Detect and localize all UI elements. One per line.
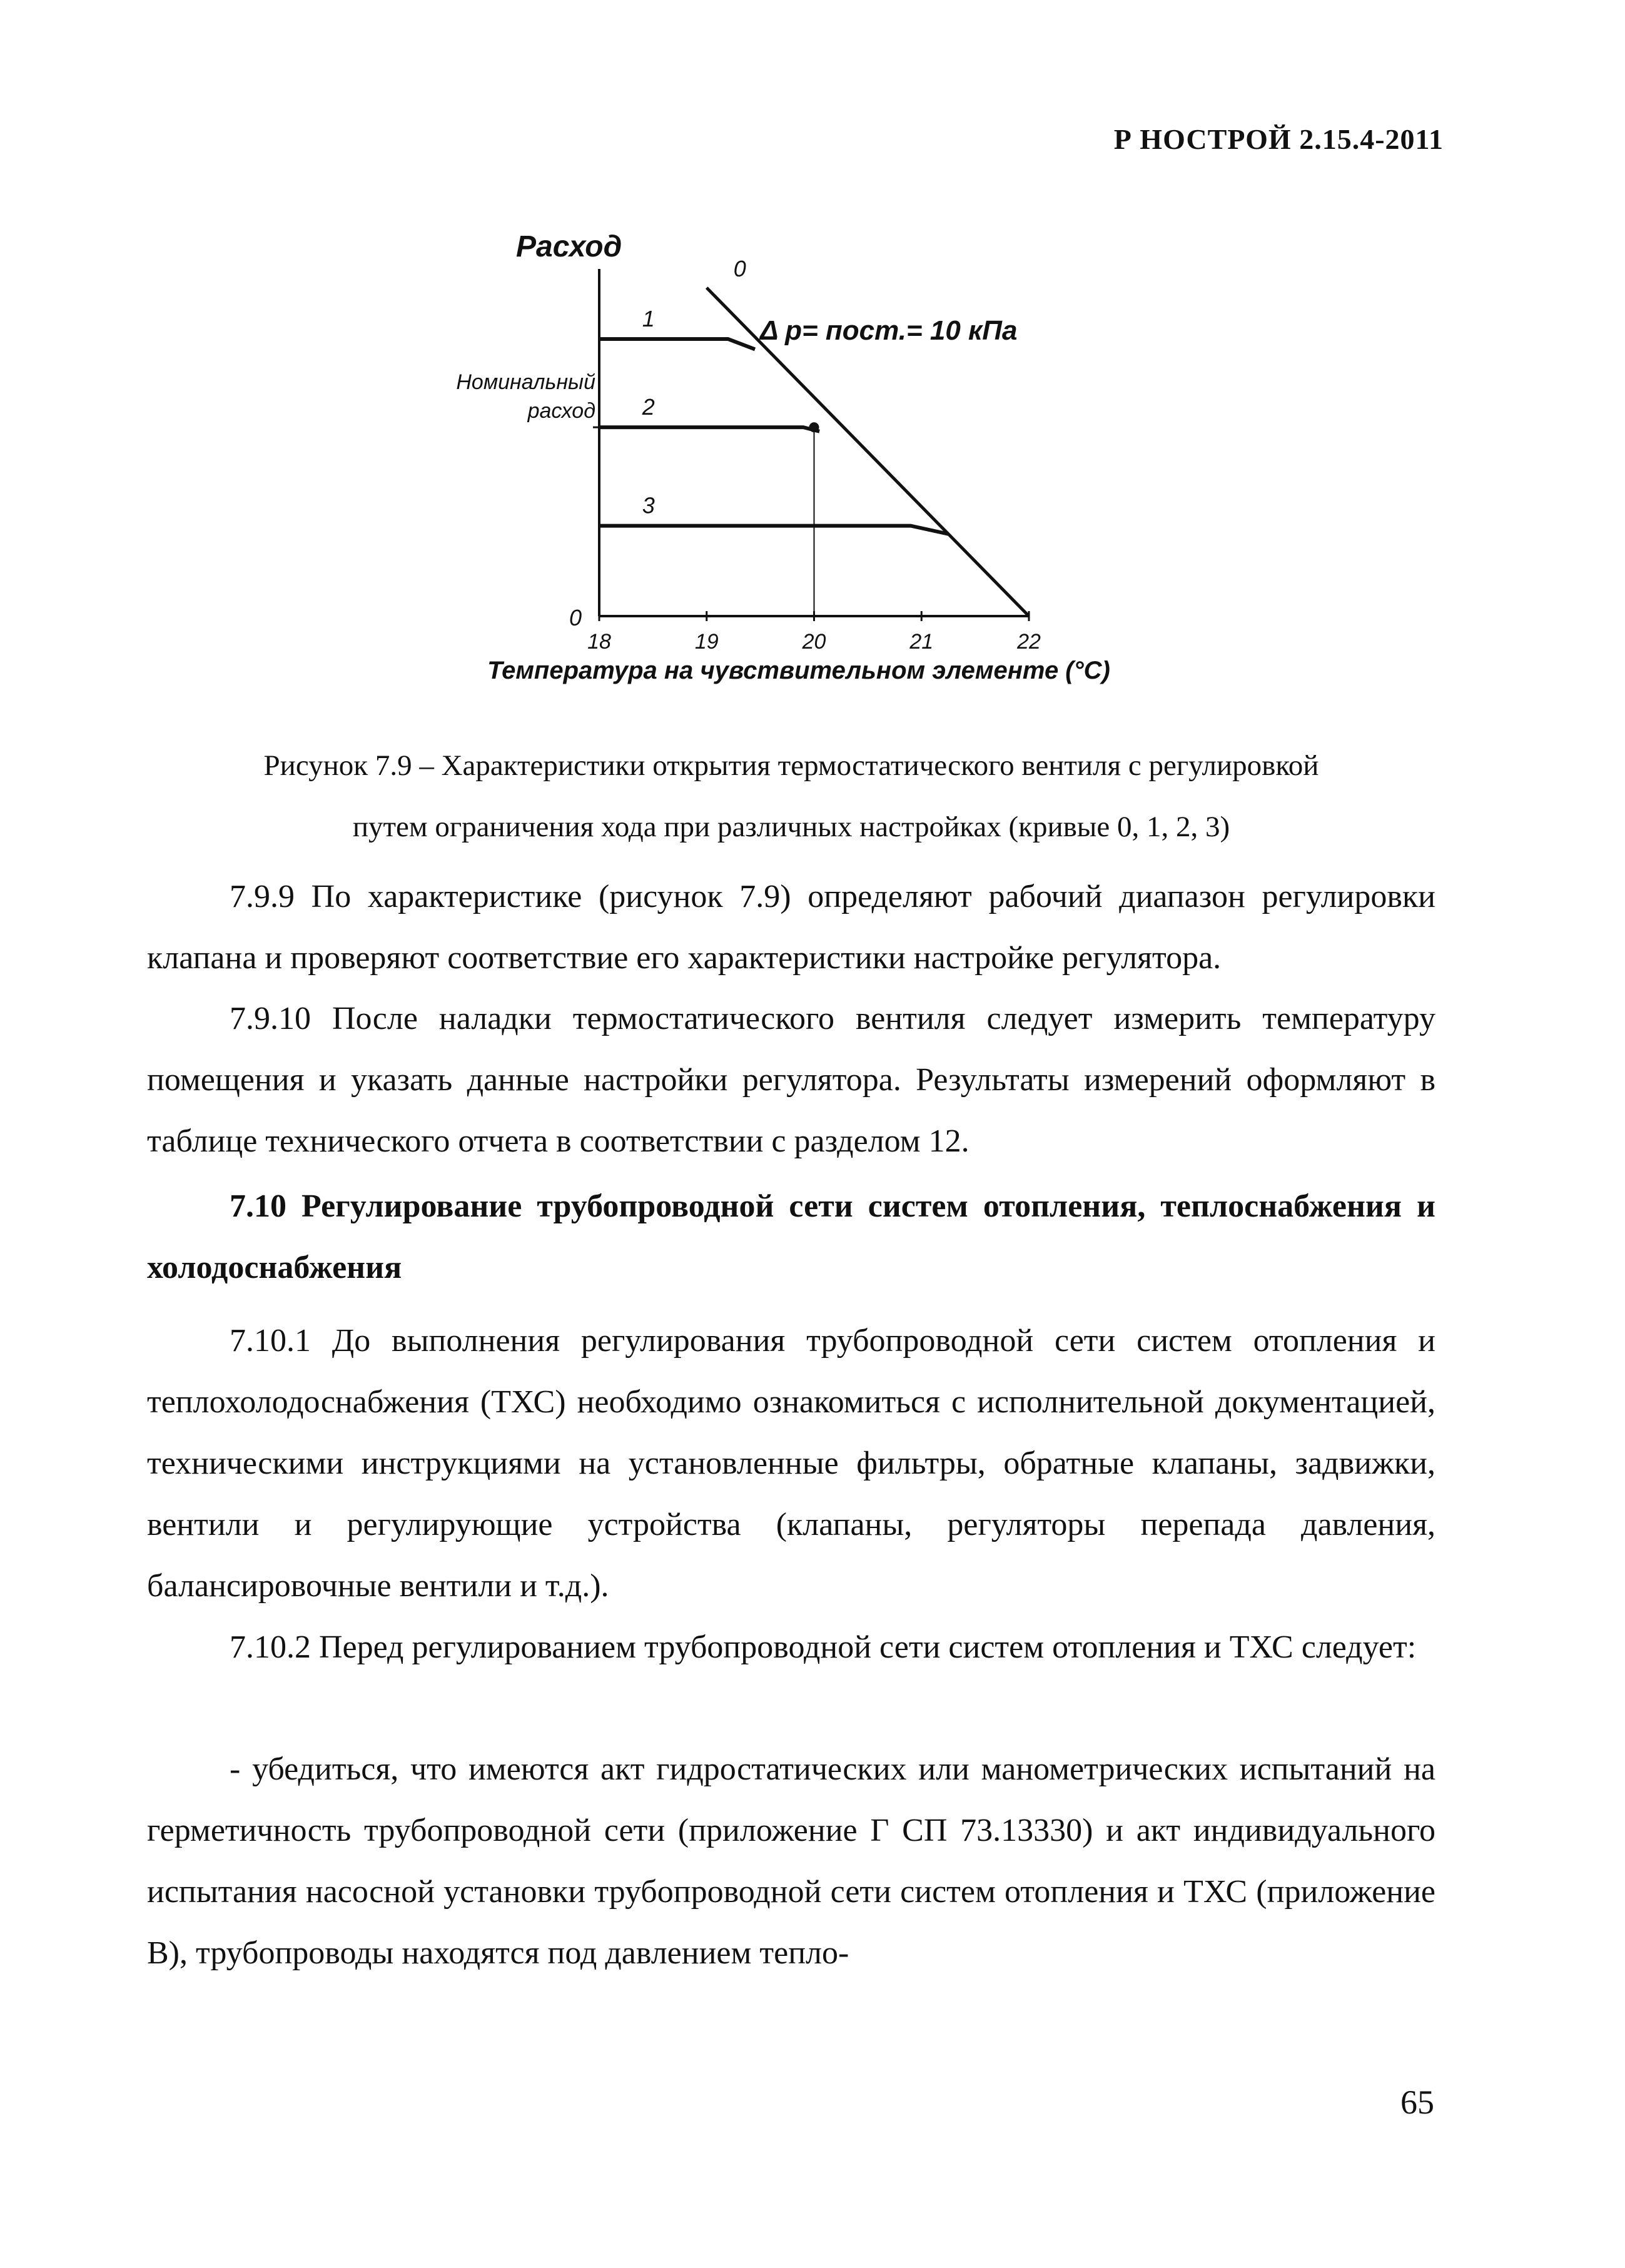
caption-line-1: Рисунок 7.9 – Характеристики открытия термостатического вентиля с регулировкой	[263, 749, 1319, 782]
curve-label-3: 3	[642, 492, 655, 519]
x-tick-label-19: 19	[694, 630, 719, 654]
document-code: Р НОСТРОЙ 2.15.4-2011	[1113, 123, 1444, 155]
section-heading-7-10: 7.10 Регулирование трубопроводной сети систем отопления, теплоснабжения и холодоснабжения	[147, 1188, 1435, 1285]
pressure-annotation: Δ p= пост.= 10 кПа	[760, 315, 1018, 346]
curve-label-1: 1	[642, 306, 655, 332]
x-tick-label-18: 18	[587, 630, 611, 654]
valve-characteristic-chart	[413, 219, 1163, 719]
nominal-flow-label-line1: Номинальный	[456, 370, 595, 394]
y-axis-title: Расход	[516, 230, 622, 263]
x-tick-label-22: 22	[1017, 630, 1041, 654]
figure-7-9	[413, 219, 1163, 719]
caption-line-2: путем ограничения хода при различных настройках (кривые 0, 1, 2, 3)	[352, 811, 1230, 843]
curve-1	[599, 339, 755, 349]
paragraph-7-10-2: 7.10.2 Перед регулированием трубопроводной сети систем отопления и ТХС следует:	[230, 1629, 1417, 1665]
paragraph-7-9-10: 7.9.10 После наладки термостатического вентиля следует измерить температуру помещения и указать данные настройки регулятора. Результаты измерений оформляют в таблице технического отчета в соответствии с разделом 12.	[147, 1001, 1435, 1159]
x-tick-label-21: 21	[909, 630, 934, 654]
paragraph-7-10-1: 7.10.1 До выполнения регулирования трубопроводной сети систем отопления и теплохолодоснабжения (ТХС) необходимо ознакомиться с исполнительной документацией, техническими инструкциями на установленные фильтры, обратные клапаны, задвижки, вентили и регулирующие устройства (клапаны, регуляторы перепада давления, балансировочные вентили и т.д.).	[147, 1323, 1435, 1604]
bullet-item: - убедиться, что имеются акт гидростатических или манометрических испытаний на герметичность трубопроводной сети (приложение Г СП 73.13330) и акт индивидуального испытания насосной установки трубопроводной сети систем отопления и ТХС (приложение В), трубопроводы находятся под давлением тепло-	[147, 1751, 1435, 1971]
nominal-flow-label-line2: расход	[527, 399, 595, 423]
figure-caption	[147, 735, 1435, 858]
x-tick-label-20: 20	[802, 630, 826, 654]
x-axis-title: Температура на чувствительном элементе (°С)	[487, 657, 1110, 684]
paragraph-7-9-9: 7.9.9 По характеристике (рисунок 7.9) определяют рабочий диапазон регулировки клапана и проверяют соответствие его характеристики настройке регулятора.	[147, 879, 1435, 976]
y-zero-label: 0	[569, 605, 582, 630]
curve-label-2: 2	[642, 394, 655, 420]
curve-2	[599, 427, 819, 432]
page-number: 65	[1400, 2083, 1434, 2121]
intersection-point	[809, 422, 819, 432]
curve-label-0: 0	[733, 256, 746, 281]
curve-3	[599, 526, 948, 534]
